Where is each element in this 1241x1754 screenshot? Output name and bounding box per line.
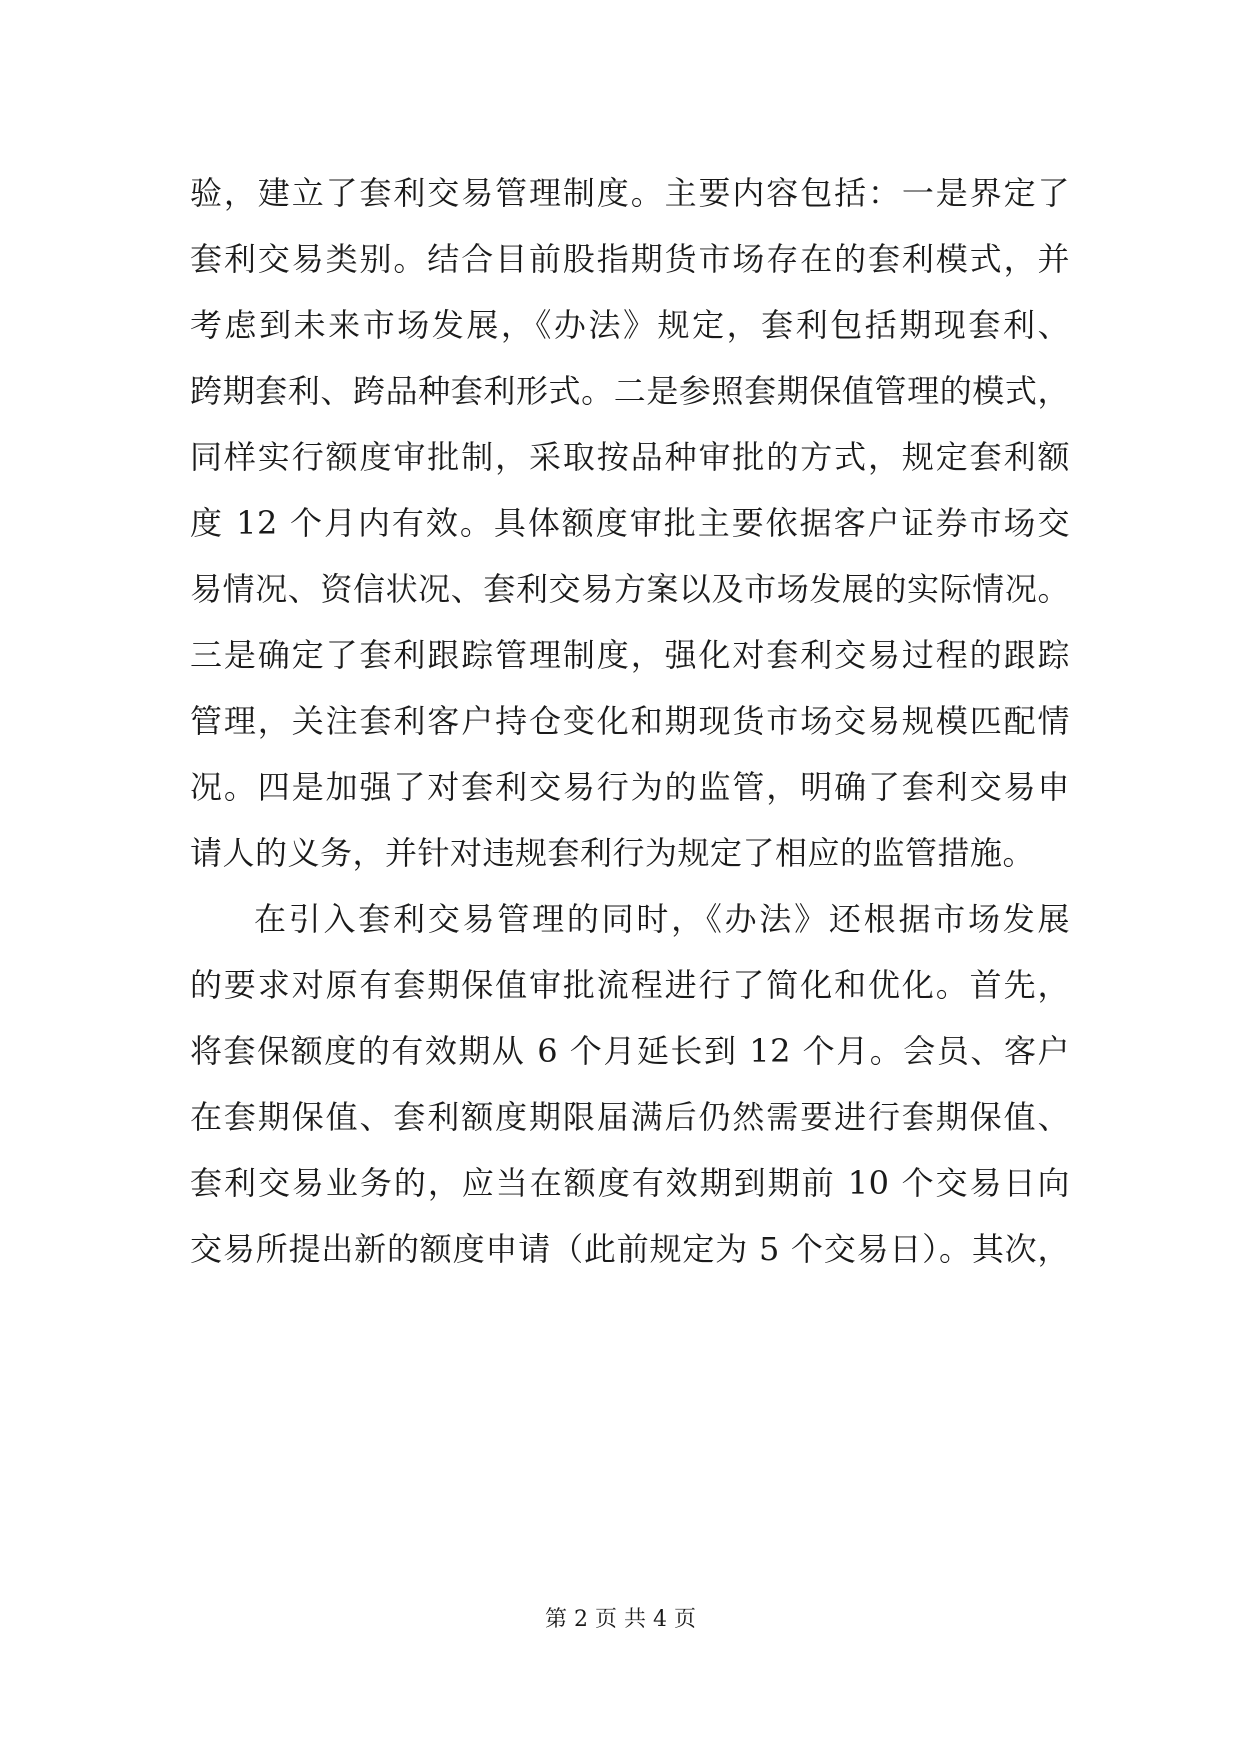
paragraph-line: 考虑到未来市场发展，《办法》规定，套利包括期现套利、 bbox=[190, 306, 1070, 344]
paragraph-line: 的要求对原有套期保值审批流程进行了简化和优化。首先， bbox=[190, 966, 1070, 1004]
paragraph-line: 套利交易业务的，应当在额度有效期到期前 10 个交易日向 bbox=[190, 1164, 1070, 1202]
paragraph-line: 况。四是加强了对套利交易行为的监管，明确了套利交易申 bbox=[190, 768, 1070, 806]
paragraph-line: 请人的义务，并针对违规套利行为规定了相应的监管措施。 bbox=[190, 834, 1036, 872]
paragraph-line: 在套期保值、套利额度期限届满后仍然需要进行套期保值、 bbox=[190, 1098, 1070, 1136]
paragraph-line: 交易所提出新的额度申请（此前规定为 5 个交易日）。其次， bbox=[190, 1230, 1070, 1268]
paragraph-line: 三是确定了套利跟踪管理制度，强化对套利交易过程的跟踪 bbox=[190, 636, 1070, 674]
body-text bbox=[190, 160, 1070, 1282]
paragraph-line: 在引入套利交易管理的同时，《办法》还根据市场发展 bbox=[254, 900, 1070, 938]
paragraph-line: 管理，关注套利客户持仓变化和期现货市场交易规模匹配情 bbox=[190, 702, 1070, 740]
paragraph-line: 跨期套利、跨品种套利形式。二是参照套期保值管理的模式， bbox=[190, 372, 1070, 410]
paragraph-line: 套利交易类别。结合目前股指期货市场存在的套利模式，并 bbox=[190, 240, 1070, 278]
paragraph-line: 同样实行额度审批制，采取按品种审批的方式，规定套利额 bbox=[190, 438, 1070, 476]
paragraph-line: 验，建立了套利交易管理制度。主要内容包括：一是界定了 bbox=[190, 174, 1070, 212]
page-number-footer: 第 2 页 共 4 页 bbox=[545, 1607, 696, 1632]
paragraph-line: 度 12 个月内有效。具体额度审批主要依据客户证券市场交 bbox=[190, 504, 1070, 542]
paragraph-line: 将套保额度的有效期从 6 个月延长到 12 个月。会员、客户 bbox=[190, 1032, 1070, 1070]
paragraph-line: 易情况、资信状况、套利交易方案以及市场发展的实际情况。 bbox=[190, 570, 1070, 608]
